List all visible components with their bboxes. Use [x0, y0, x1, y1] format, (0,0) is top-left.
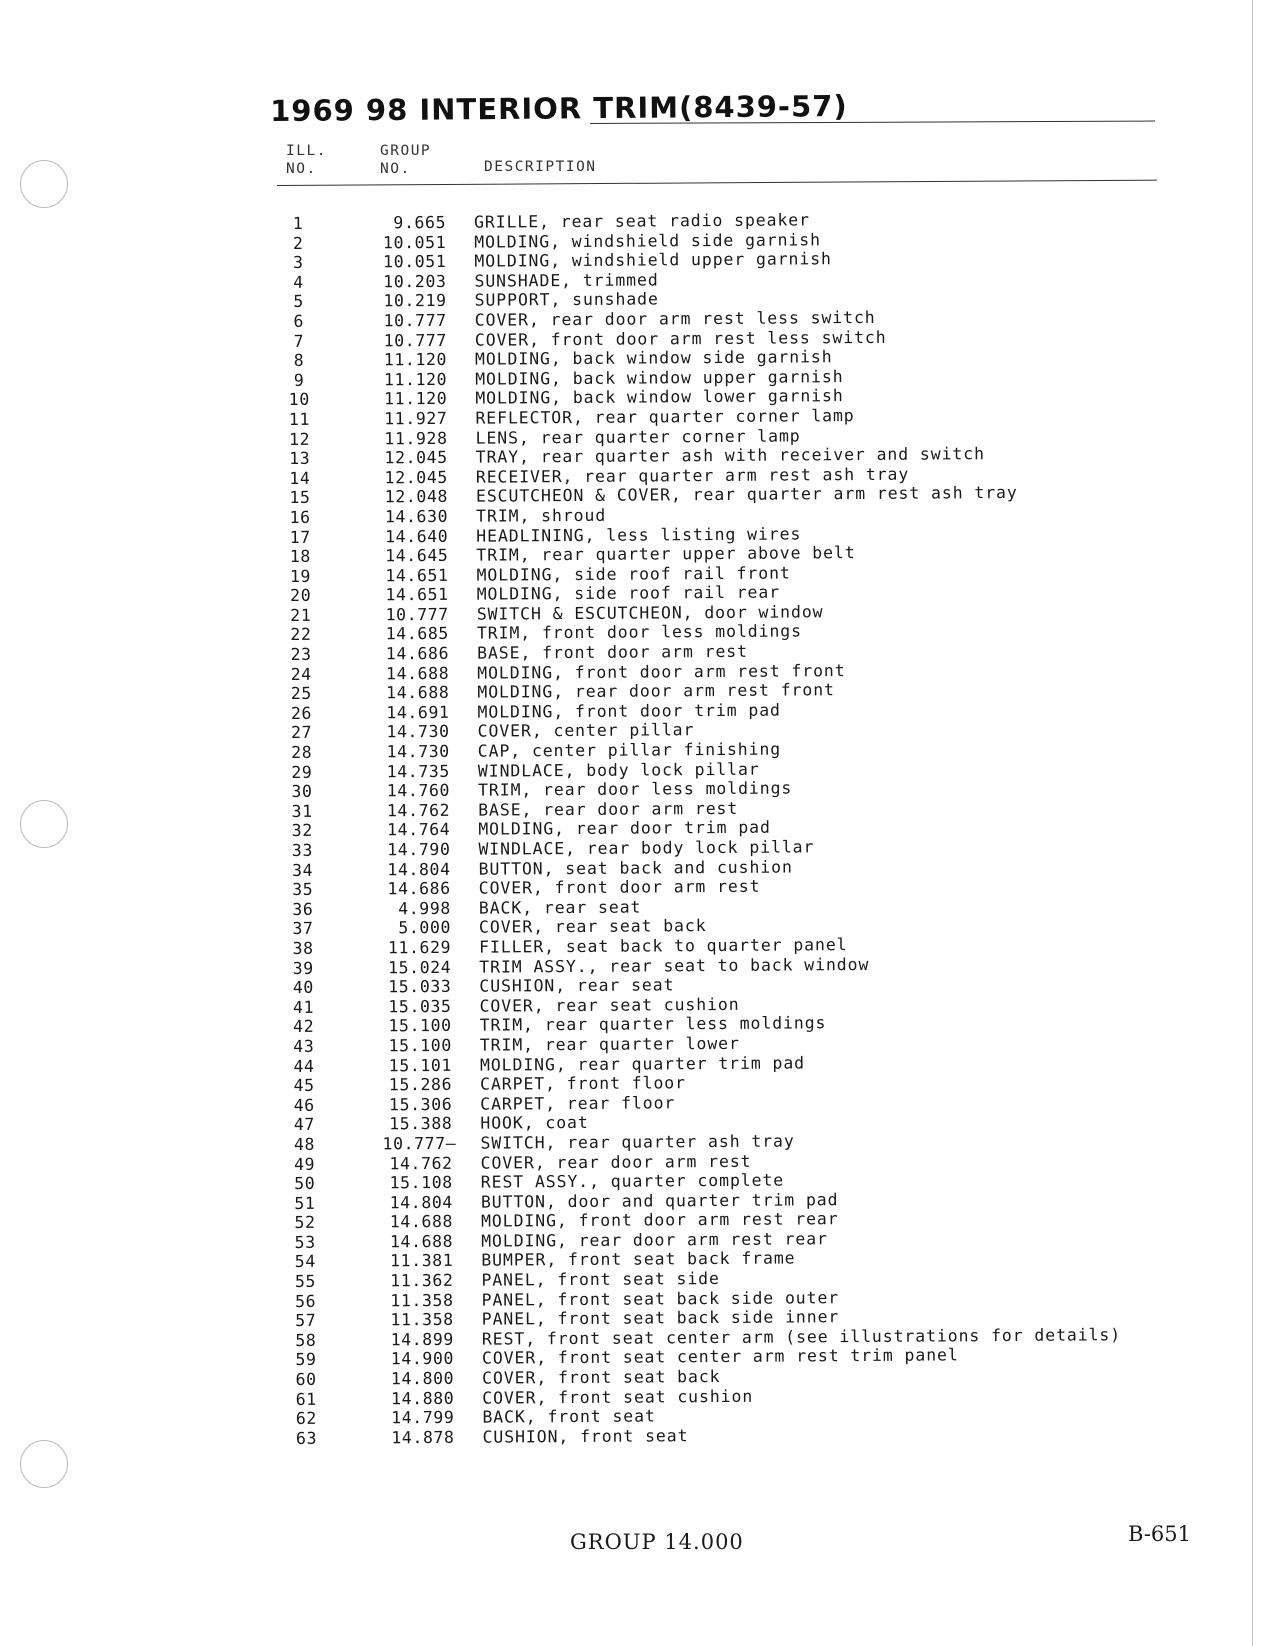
footer-group-number: GROUP 14.000: [570, 1530, 744, 1554]
column-header-ill-no: ILL. NO.: [286, 143, 327, 177]
ill-number: 40: [292, 977, 314, 998]
part-description: SWITCH, rear quarter ash tray: [480, 1131, 795, 1153]
ill-number: 13: [289, 448, 311, 469]
group-number: 15.306: [388, 1094, 453, 1115]
binder-hole: [20, 160, 68, 208]
ill-number: 37: [292, 919, 314, 939]
part-description: TRIM, rear quarter lower: [479, 1033, 740, 1055]
part-description: PANEL, front seat back side inner: [481, 1307, 840, 1329]
group-number: 15.388: [389, 1114, 453, 1134]
group-number: 14.735: [386, 761, 450, 781]
part-description: HOOK, coat: [480, 1113, 589, 1133]
ill-number: 7: [293, 331, 305, 351]
group-number: 9.665: [393, 212, 447, 233]
part-description: COVER, rear door arm rest less switch: [474, 307, 876, 330]
part-description: PANEL, front seat side: [481, 1269, 720, 1290]
ill-number: 2: [292, 233, 304, 253]
part-description: TRIM, rear quarter less moldings: [479, 1013, 827, 1035]
part-description: REST, front seat center arm (see illustrations for details): [481, 1325, 1122, 1349]
group-number: 5.000: [398, 918, 452, 938]
ill-number: 43: [293, 1036, 315, 1056]
group-number: 14.640: [384, 526, 449, 546]
group-number: 14.686: [385, 643, 450, 664]
part-description: COVER, front door arm rest less switch: [474, 327, 887, 350]
group-number: 14.691: [386, 702, 450, 723]
group-number: 15.024: [387, 957, 452, 977]
ill-number: 51: [294, 1193, 316, 1213]
ill-number: 10: [288, 390, 310, 410]
ill-number: 19: [289, 566, 312, 586]
ill-number: 55: [294, 1271, 317, 1292]
ill-number: 57: [295, 1311, 317, 1331]
group-number: 14.799: [391, 1408, 455, 1428]
group-number: 14.730: [386, 722, 450, 742]
group-number: 14.686: [387, 879, 451, 899]
part-description: BUTTON, door and quarter trim pad: [480, 1189, 839, 1212]
part-description: SWITCH & ESCUTCHEON, door window: [476, 602, 824, 624]
part-description: BUMPER, front seat back frame: [481, 1248, 796, 1271]
group-number: 11.928: [384, 428, 448, 448]
part-description: TRIM, front door less moldings: [476, 621, 803, 644]
ill-number: 35: [292, 880, 314, 900]
page-number: B-651: [1128, 1522, 1191, 1546]
ill-number: 20: [290, 586, 312, 606]
part-description: BASE, front door arm rest: [477, 641, 748, 663]
part-description: MOLDING, windshield upper garnish: [474, 249, 832, 271]
group-number: 14.800: [390, 1368, 455, 1389]
part-description: RECEIVER, rear quarter arm rest ash tray: [475, 464, 910, 487]
group-number: 14.688: [386, 683, 450, 703]
part-description: MOLDING, windshield side garnish: [474, 229, 821, 252]
part-description: BACK, front seat: [482, 1406, 656, 1427]
group-number: 10.051: [382, 232, 447, 252]
parts-list: [284, 210, 1122, 1448]
group-number: 11.120: [383, 350, 448, 370]
part-description: COVER, front seat cushion: [482, 1386, 754, 1408]
ill-number: 41: [292, 997, 315, 1017]
ill-number: 6: [293, 311, 305, 331]
ill-number: 62: [295, 1409, 318, 1429]
ill-number: 33: [291, 840, 314, 860]
ill-number: 30: [291, 782, 313, 802]
group-number: 14.900: [390, 1349, 455, 1369]
ill-number: 3: [292, 253, 304, 273]
group-number: 14.762: [386, 800, 451, 821]
header-rule: [277, 180, 1157, 186]
part-description: CAP, center pillar finishing: [477, 739, 782, 761]
ill-number: 1: [292, 213, 304, 233]
part-description: SUNSHADE, trimmed: [474, 270, 659, 291]
group-number: 10.777—: [382, 1133, 457, 1154]
part-description: MOLDING, back window lower garnish: [475, 386, 844, 409]
part-description: MOLDING, back window upper garnish: [475, 366, 844, 389]
part-description: MOLDING, back window side garnish: [474, 347, 833, 369]
group-number: 10.777: [383, 310, 447, 331]
ill-number: 8: [293, 351, 305, 371]
group-number: 10.219: [383, 291, 447, 311]
group-number: 11.927: [384, 408, 448, 429]
ill-number: 17: [289, 527, 311, 547]
part-description: TRIM ASSY., rear seat to back window: [479, 954, 870, 977]
group-number: 15.035: [388, 996, 452, 1017]
ill-number: 42: [293, 1017, 315, 1037]
part-description: REFLECTOR, rear quarter corner lamp: [475, 405, 855, 428]
ill-number: 49: [294, 1154, 316, 1174]
group-number: 11.629: [387, 937, 452, 958]
ill-number: 9: [293, 370, 305, 390]
ill-number: 23: [290, 644, 312, 665]
group-number: 11.358: [390, 1310, 454, 1330]
part-description: MOLDING, rear door trim pad: [478, 818, 771, 840]
ill-number: 28: [291, 742, 313, 762]
ill-number: 25: [290, 684, 312, 704]
ill-number: 39: [292, 958, 314, 978]
ill-number: 18: [289, 546, 311, 567]
group-number: 11.120: [384, 389, 448, 409]
part-description: MOLDING, side roof rail rear: [476, 582, 781, 604]
ill-number: 27: [291, 723, 313, 743]
part-description: CUSHION, rear seat: [479, 975, 675, 996]
ill-number: 56: [294, 1291, 317, 1311]
ill-number: 54: [294, 1252, 316, 1272]
ill-number: 59: [295, 1350, 317, 1370]
group-number: 10.051: [383, 252, 447, 272]
binder-hole: [20, 1440, 68, 1488]
group-number: 12.048: [384, 487, 449, 507]
ill-number: 53: [294, 1232, 316, 1252]
part-description: CUSHION, front seat: [482, 1426, 689, 1447]
group-number: 14.688: [385, 663, 450, 683]
group-number: 14.880: [391, 1388, 455, 1408]
part-description: COVER, rear door arm rest: [480, 1151, 752, 1173]
group-number: 4.998: [398, 898, 451, 919]
group-number: 14.645: [385, 545, 449, 566]
part-description: HEADLINING, less listing wires: [476, 523, 802, 546]
ill-number: 31: [291, 801, 313, 821]
group-number: 14.762: [389, 1153, 453, 1173]
part-description: COVER, center pillar: [477, 720, 695, 742]
column-header-group-no: GROUP NO.: [380, 143, 432, 177]
ill-number: 58: [295, 1330, 317, 1350]
ill-number: 48: [293, 1134, 316, 1154]
ill-number: 38: [292, 938, 314, 958]
ill-number: 24: [290, 664, 312, 684]
ill-number: 63: [295, 1428, 318, 1448]
ill-number: 34: [291, 860, 314, 880]
part-description: SUPPORT, sunshade: [474, 289, 659, 311]
group-number: 10.203: [383, 271, 447, 292]
page-title: 1969 98 INTERIOR TRIM(8439-57): [270, 88, 848, 128]
part-description: REST ASSY., quarter complete: [480, 1170, 785, 1192]
part-description: CARPET, front floor: [480, 1073, 686, 1094]
group-number: 14.790: [387, 839, 451, 860]
part-description: MOLDING, side roof rail front: [476, 563, 791, 585]
part-description: TRAY, rear quarter ash with receiver and switch: [475, 444, 985, 467]
part-description: MOLDING, rear door arm rest front: [477, 680, 835, 702]
group-number: 14.688: [389, 1212, 454, 1232]
ill-number: 50: [294, 1173, 316, 1194]
ill-number: 26: [290, 703, 313, 723]
ill-number: 36: [292, 899, 314, 919]
ill-number: 5: [293, 292, 304, 312]
group-number: 11.362: [390, 1270, 454, 1291]
group-number: 14.764: [387, 820, 451, 840]
part-description: MOLDING, rear quarter trim pad: [479, 1052, 806, 1075]
group-number: 15.033: [388, 977, 452, 997]
part-description: COVER, front seat center arm rest trim panel: [481, 1345, 959, 1369]
group-number: 15.101: [388, 1055, 453, 1075]
group-number: 14.685: [385, 624, 450, 644]
ill-number: 29: [291, 762, 313, 782]
group-number: 15.108: [389, 1172, 453, 1193]
ill-number: 22: [290, 625, 312, 645]
part-description: MOLDING, rear door arm rest rear: [481, 1229, 828, 1251]
part-description: TRIM, rear quarter upper above belt: [476, 543, 856, 565]
ill-number: 46: [293, 1095, 315, 1115]
part-description: BUTTON, seat back and cushion: [478, 857, 793, 879]
ill-number: 52: [294, 1213, 316, 1233]
part-description: PANEL, front seat back side outer: [481, 1287, 840, 1310]
ill-number: 16: [289, 507, 311, 527]
ill-number: 47: [293, 1115, 315, 1135]
group-number: 14.651: [385, 565, 449, 585]
group-number: 14.899: [390, 1329, 454, 1350]
group-number: 12.045: [384, 467, 448, 488]
part-description: MOLDING, front door trim pad: [477, 700, 781, 722]
binder-hole: [20, 800, 68, 848]
part-description: WINDLACE, rear body lock pillar: [478, 837, 815, 859]
column-header-description: DESCRIPTION: [484, 159, 597, 175]
part-description: COVER, front seat back: [482, 1367, 721, 1388]
group-number: 15.100: [388, 1035, 452, 1056]
group-number: 14.878: [391, 1427, 455, 1448]
part-description: BASE, rear door arm rest: [478, 798, 739, 820]
part-description: LENS, rear quarter corner lamp: [475, 425, 801, 448]
ill-number: 60: [295, 1369, 317, 1389]
group-number: 12.045: [384, 447, 448, 468]
group-number: 11.120: [383, 369, 448, 390]
group-number: 15.286: [388, 1074, 453, 1095]
part-description: COVER, rear seat back: [478, 916, 707, 938]
group-number: 14.760: [386, 781, 451, 801]
ill-number: 4: [293, 272, 304, 292]
ill-number: 11: [288, 409, 311, 429]
group-number: 14.804: [389, 1192, 453, 1212]
part-description: MOLDING, front door arm rest front: [477, 660, 846, 683]
ill-number: 45: [293, 1075, 315, 1096]
part-description: BACK, rear seat: [478, 897, 642, 918]
part-description: TRIM, rear door less moldings: [477, 778, 793, 800]
group-number: 11.358: [390, 1290, 454, 1310]
part-description: WINDLACE, body lock pillar: [477, 759, 760, 781]
page-edge: [1252, 0, 1253, 1646]
part-description: COVER, front door arm rest: [478, 876, 761, 898]
ill-number: 32: [291, 821, 313, 841]
group-number: 14.804: [387, 859, 451, 879]
part-description: ESCUTCHEON & COVER, rear quarter arm rest ash tray: [475, 483, 1018, 506]
part-description: MOLDING, front door arm rest rear: [480, 1209, 839, 1231]
part-description: CARPET, rear floor: [480, 1093, 676, 1114]
group-number: 14.630: [384, 506, 449, 527]
group-number: 14.730: [386, 741, 450, 762]
group-number: 11.381: [390, 1251, 454, 1271]
ill-number: 61: [295, 1389, 317, 1409]
ill-number: 15: [289, 488, 311, 508]
ill-number: 14: [289, 468, 311, 488]
group-number: 15.100: [388, 1016, 452, 1036]
group-number: 14.651: [385, 585, 449, 605]
part-description: FILLER, seat back to quarter panel: [479, 935, 848, 957]
part-description: COVER, rear seat cushion: [479, 994, 740, 1016]
group-number: 10.777: [383, 330, 447, 350]
ill-number: 21: [290, 605, 312, 625]
ill-number: 44: [293, 1056, 315, 1076]
group-number: 10.777: [385, 604, 449, 625]
ill-number: 12: [288, 429, 311, 449]
part-description: GRILLE, rear seat radio speaker: [473, 210, 810, 232]
part-description: TRIM, shroud: [476, 505, 607, 526]
group-number: 14.688: [389, 1231, 454, 1252]
